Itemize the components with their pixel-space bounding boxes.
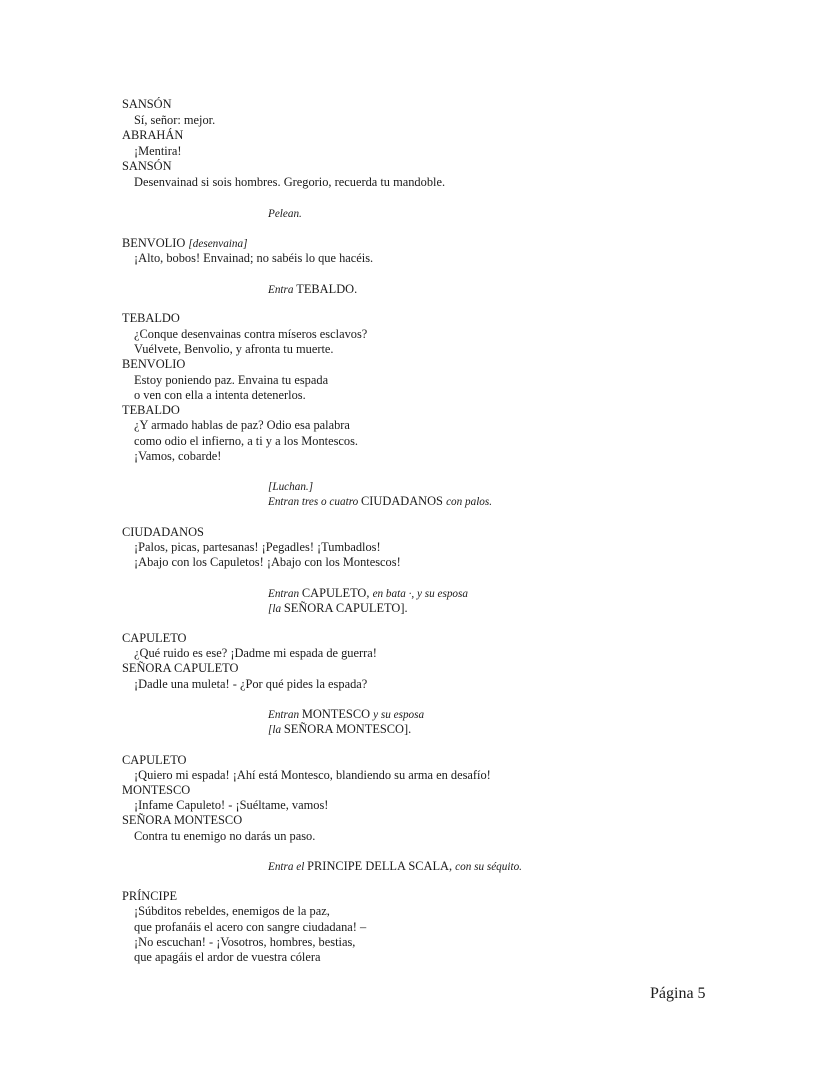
dialogue-line: Vuélvete, Benvolio, y afronta tu muerte.	[134, 342, 334, 356]
italic-fragment: Entra	[268, 284, 297, 296]
italic-fragment: [desenvaina]	[188, 238, 248, 250]
speaker-name: CAPULETO	[122, 753, 187, 767]
stage-direction	[268, 859, 522, 875]
speaker-name: PRÍNCIPE	[122, 889, 178, 903]
dialogue-line: que apagáis el ardor de vuestra cólera	[134, 950, 321, 964]
stage-direction	[268, 586, 468, 602]
dialogue-line: Estoy poniendo paz. Envaina tu espada	[134, 373, 329, 387]
roman-fragment: TEBALDO.	[296, 282, 358, 296]
dialogue-line: ¡Alto, bobos! Envainad; no sabéis lo que hacéis.	[134, 251, 374, 265]
dialogue-line: ¿Conque desenvainas contra míseros esclavos?	[134, 327, 368, 341]
speaker-name: TEBALDO	[122, 403, 180, 417]
italic-fragment: [Luchan.]	[268, 481, 314, 493]
dialogue-line: Contra tu enemigo no darás un paso.	[134, 829, 316, 843]
italic-fragment: con su séquito.	[455, 861, 522, 873]
speaker-name: MONTESCO	[122, 783, 191, 797]
stage-direction	[268, 479, 313, 495]
roman-fragment: BENVOLIO	[122, 236, 189, 250]
speaker-name: CAPULETO	[122, 631, 187, 645]
speaker-name: SANSÓN	[122, 97, 172, 111]
italic-fragment: en bata ·, y su esposa	[372, 588, 468, 600]
italic-fragment: Entran tres o cuatro	[268, 496, 362, 508]
dialogue-line: ¿Qué ruido es ese? ¡Dadme mi espada de guerra!	[134, 646, 377, 660]
stage-direction	[268, 601, 408, 617]
italic-fragment: Entran	[268, 709, 302, 721]
dialogue-line: ¡No escuchan! - ¡Vosotros, hombres, bestias,	[134, 935, 356, 949]
italic-fragment: Entran	[268, 588, 302, 600]
dialogue-line: Desenvainad si sois hombres. Gregorio, recuerda tu mandoble.	[134, 175, 446, 189]
dialogue-line: ¡Mentira!	[134, 144, 182, 158]
dialogue-line: ¡Palos, picas, partesanas! ¡Pegadles! ¡Tumbadlos!	[134, 540, 381, 554]
dialogue-line: ¡Quiero mi espada! ¡Ahí está Montesco, blandiendo su arma en desafío!	[134, 768, 491, 782]
stage-direction	[268, 707, 424, 723]
italic-fragment: [la	[268, 724, 284, 736]
speaker-name: CIUDADANOS	[122, 525, 204, 539]
stage-direction	[268, 206, 302, 222]
dialogue-line: Sí, señor: mejor.	[134, 113, 216, 127]
dialogue-line: o ven con ella a intenta detenerlos.	[134, 388, 306, 402]
italic-fragment: y su esposa	[373, 709, 425, 721]
stage-direction	[268, 282, 357, 298]
page-number: Página 5	[650, 985, 706, 1002]
roman-fragment: CAPULETO,	[301, 586, 373, 600]
dialogue-line: ¡Súbditos rebeldes, enemigos de la paz,	[134, 904, 330, 918]
dialogue-line: que profanáis el acero con sangre ciudadana! –	[134, 920, 367, 934]
speaker-name: SEÑORA MONTESCO	[122, 813, 243, 827]
speaker-name: BENVOLIO	[122, 357, 186, 371]
dialogue-line: ¿Y armado hablas de paz? Odio esa palabra	[134, 418, 350, 432]
roman-fragment: MONTESCO	[301, 707, 374, 721]
speaker-name: SANSÓN	[122, 159, 172, 173]
dialogue-line: ¡Infame Capuleto! - ¡Suéltame, vamos!	[134, 798, 329, 812]
italic-fragment: Entra el	[268, 861, 308, 873]
speaker-name: TEBALDO	[122, 311, 180, 325]
dialogue-line: ¡Dadle una muleta! - ¿Por qué pides la espada?	[134, 677, 368, 691]
speaker-name: SEÑORA CAPULETO	[122, 661, 239, 675]
italic-fragment: con palos.	[446, 496, 493, 508]
speaker-name: ABRAHÁN	[122, 128, 184, 142]
italic-fragment: [la	[268, 603, 284, 615]
dialogue-line: ¡Abajo con los Capuletos! ¡Abajo con los Montescos!	[134, 555, 401, 569]
dialogue-line: ¡Vamos, cobarde!	[134, 449, 222, 463]
speaker-name	[122, 236, 247, 252]
roman-fragment: SEÑORA CAPULETO].	[283, 601, 408, 615]
dialogue-line: como odio el infierno, a ti y a los Montescos.	[134, 434, 359, 448]
roman-fragment: CIUDADANOS	[361, 494, 447, 508]
stage-direction	[268, 722, 411, 738]
italic-fragment: Pelean.	[268, 208, 302, 220]
roman-fragment: PRINCIPE DELLA SCALA,	[307, 859, 456, 873]
roman-fragment: SEÑORA MONTESCO].	[283, 722, 412, 736]
stage-direction	[268, 494, 492, 510]
